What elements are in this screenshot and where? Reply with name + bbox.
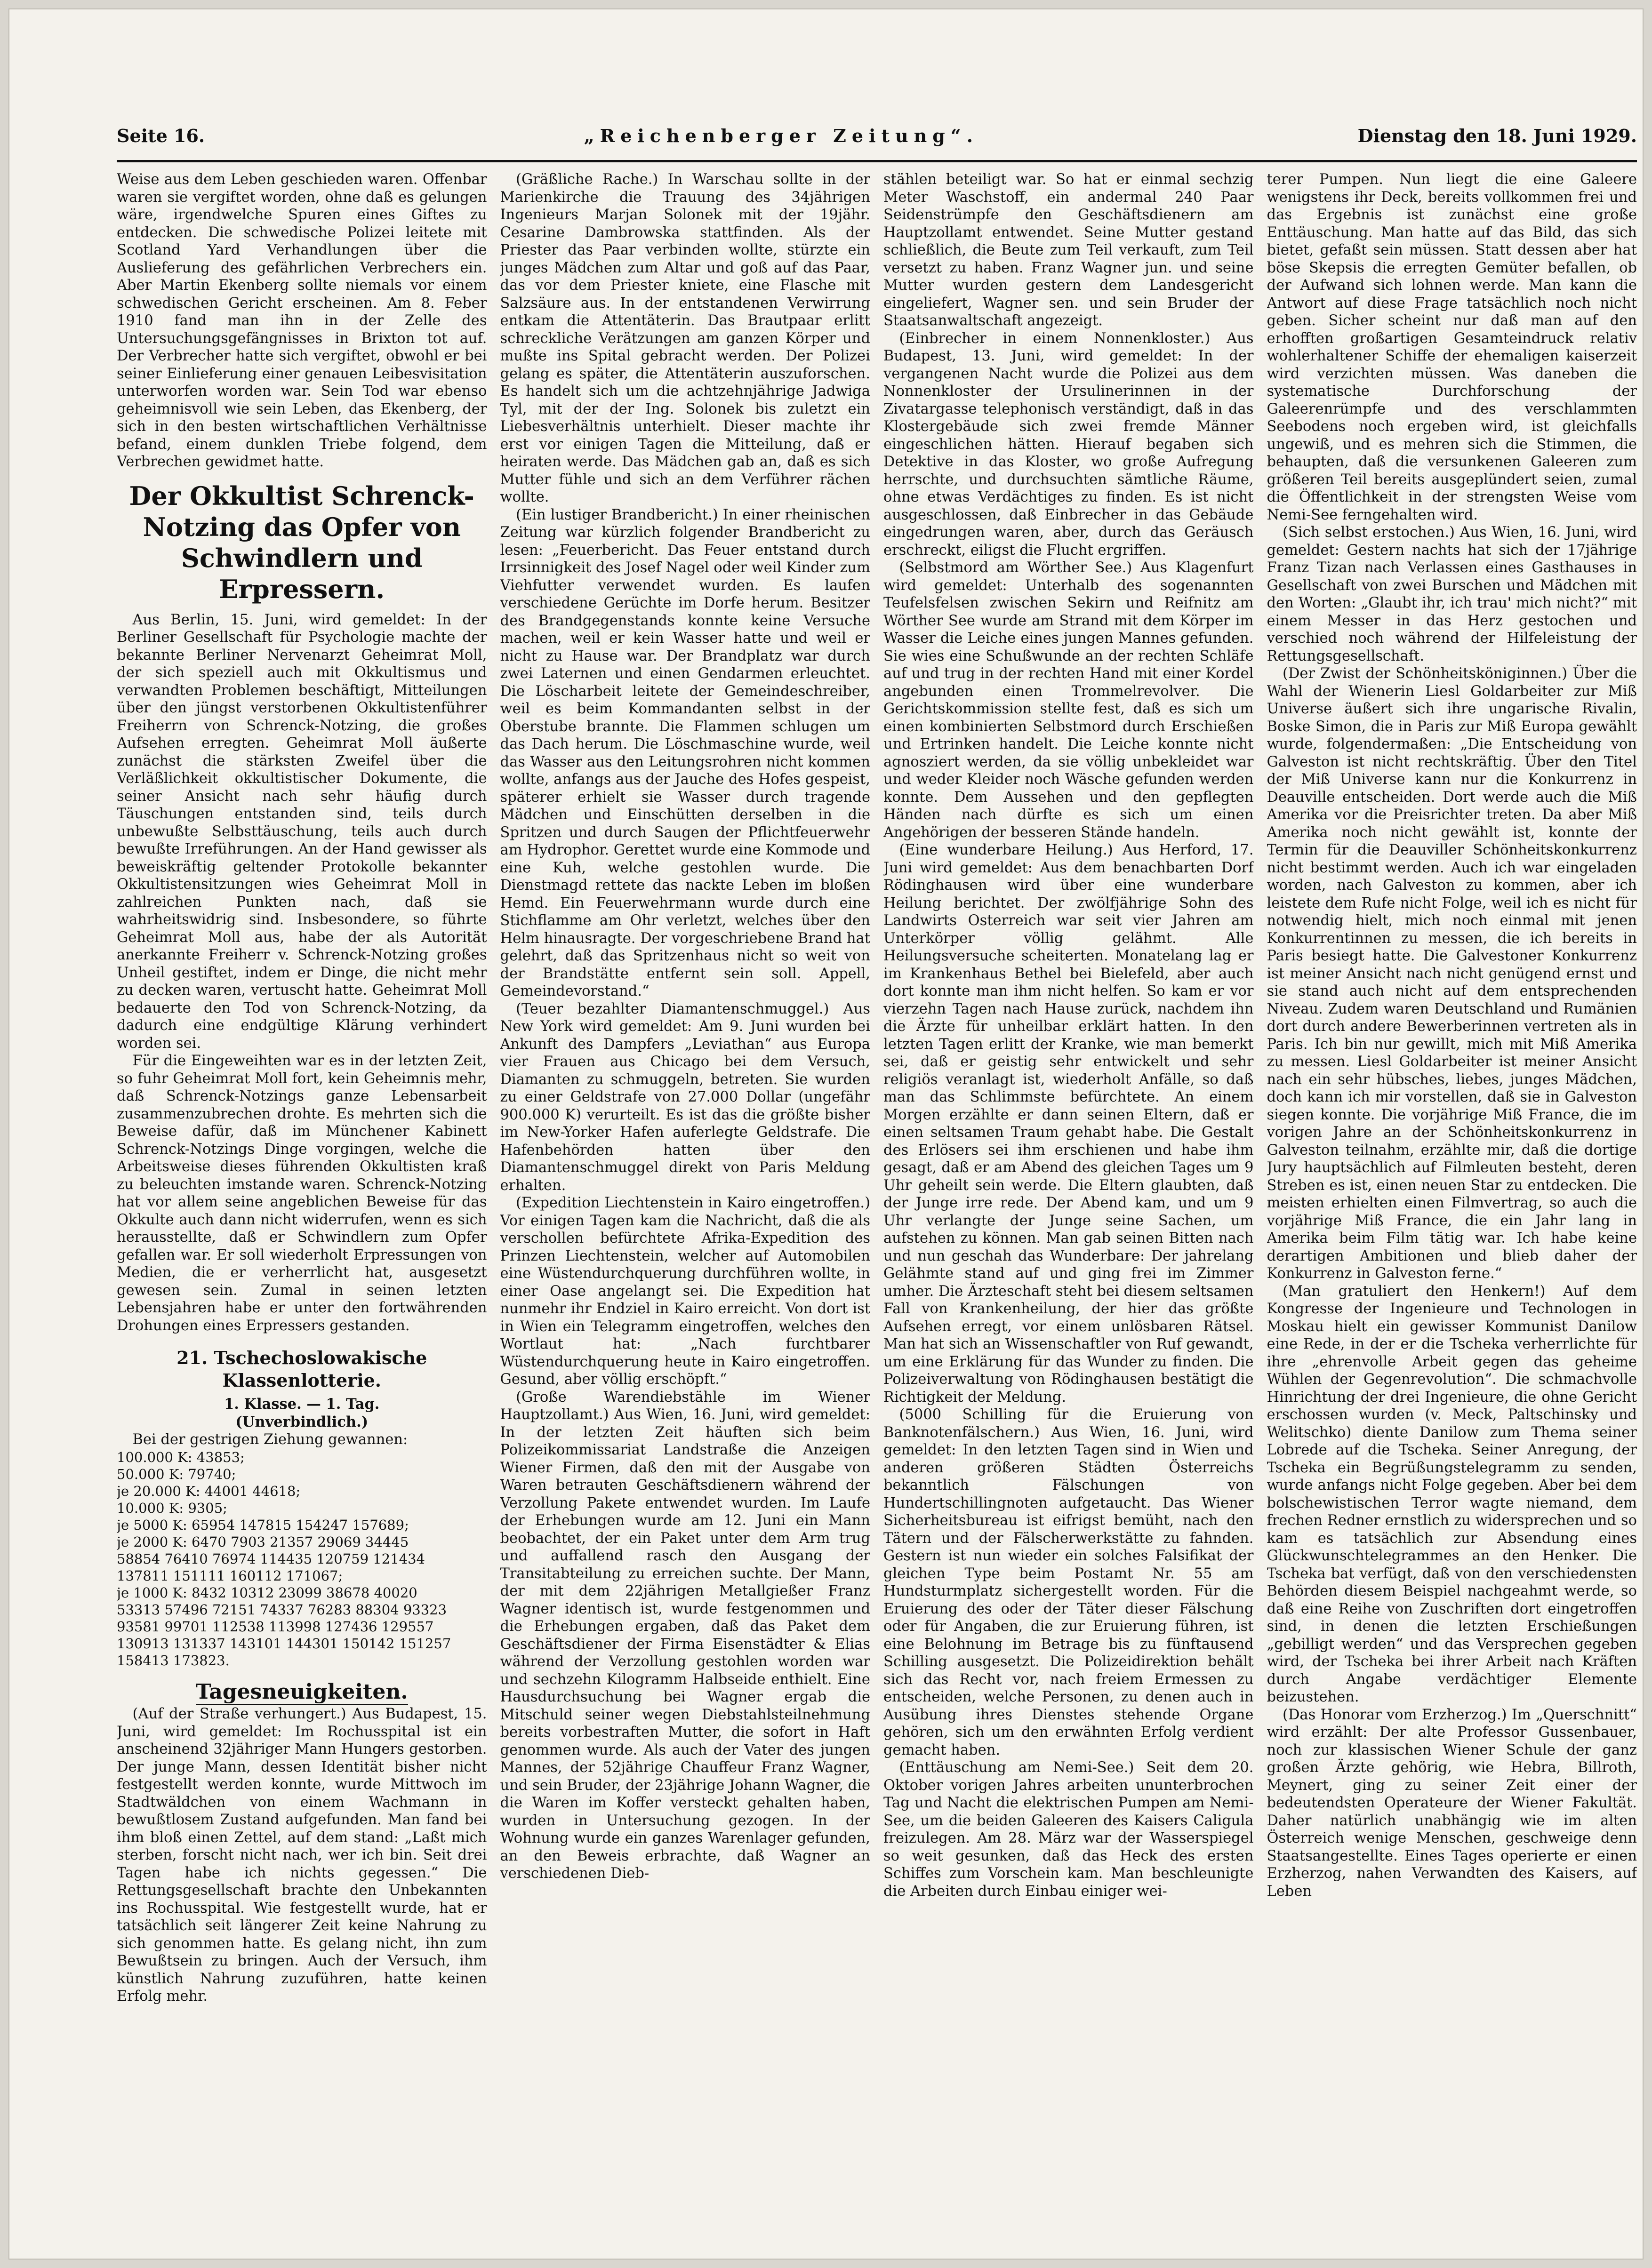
article-nemi-see-cont: terer Pumpen. Nun liegt die eine Galeere wenigstens ihr Deck, bereits vollkommen frei und das Ergebnis ist zunächst eine große Enttäuschung. Man hatte auf das Bild, das sich bietet, gefaßt sein müssen. Statt dessen aber hat böse Skepsis die erregten Gemüter befallen, ob der Aufwand sich lohnen werde. Man kann die Antwort auf diese Frage tatsächlich noch nicht geben. Sicher scheint nur daß man auf den erhofften großartigen Gesamteindruck relativ wohlerhaltener Schiffe der ehemaligen kaiserzeit wird verzichten müssen. Was daneben die systematische Durchforschung der Galeerenrümpfe und des verschlammten Seebodens noch ergeben wird, ist gleichfalls ungewiß, und es mehren sich die Stimmen, die behaupten, daß die versunkenen Galeeren zum größeren Teil bereits ausgeplündert seien, zumal die Öffentlichkeit in der strengsten Weise vom Nemi-See ferngehalten wird.: [1267, 171, 1637, 523]
lottery-title: 21. Tschechoslowakische Klassenlotterie.: [176, 1347, 427, 1391]
article-verhungert: (Auf der Straße verhungert.) Aus Budapest, 15. Juni, wird gemeldet: Im Rochusspital ist ein anscheinend 32jähriger Mann Hungers gestorben. Der junge Mann, dessen Identität bisher nicht festgestellt werden konnte, wurde Mittwoch im Stadtwäldchen von einem Wachmann in bewußtlosem Zustand aufgefunden. Man fand bei ihm bloß einen Zettel, auf dem stand: „Laßt mich sterben, forscht nicht nach, wer ich bin. Seit drei Tagen habe ich nichts gegessen.“ Die Rettungsgesellschaft brachte den Unbekannten ins Rochusspital. Wie festgestellt wurde, hat er tatsächlich seit längerer Zeit keine Nahrung zu sich genommen hatte. Es gelang nicht, ihn zum Bewußtsein zu bringen. Auch der Versuch, ihm künstlich Nahrung zuzuführen, hatte keinen Erfolg mehr.: [117, 1706, 487, 2004]
page-header: [117, 117, 1637, 154]
article-selbst-erstochen: (Sich selbst erstochen.) Aus Wien, 16. Juni, wird gemeldet: Gestern nachts hat sich der 17jährige Franz Tizan nach Verlassen eines Gasthauses in Gesellschaft von zwei Burschen und Mädchen mit den Worten: „Glaubt ihr, ich trau' mich nicht?“ mit einem Messer in das Herz gestochen und verschied noch während der Hilfeleistung der Rettungsgesellschaft.: [1267, 524, 1637, 664]
article-warendiebstaehle: (Große Warendiebstähle im Wiener Hauptzollamt.) Aus Wien, 16. Juni, wird gemeldet: In der letzten Zeit häuften sich beim Polizeikommissariat Landstraße die Anzeigen Wiener Firmen, daß den mit der Ausgabe von Waren betrauten Geschäftsdienern während der Verzollung Pakete entwendet wurden. Im Laufe der Erhebungen wurde am 12. Juni ein Mann beobachtet, der ein Paket unter dem Arm trug und auffallend rasch den Ausgang der Transitabteilung zu erreichen suchte. Der Mann, der mit dem 22jährigen Metallgießer Franz Wagner identisch ist, wurde festgenommen und die Erhebungen ergaben, daß das Paket dem Geschäftsdiener der Firma Eisenstädter & Elias während der Verzollung gestohlen worden war und sechzehn Kilogramm Halbseide enthielt. Eine Hausdurchsuchung bei Wagner ergab die Mitschuld seiner wegen Diebstahlsteilnehmung bereits vorbestraften Mutter, die sofort in Haft genommen wurde. Als auch der Vater des jungen Mannes, der 52jährige Chauffeur Franz Wagner, und sein Bruder, der 23jährige Johann Wagner, die die Waren im Koffer versteckt gehalten haben, wurden in Untersuchung gezogen. In der Wohnung wurde ein ganzes Warenlager gefunden, an den Beweis erbrachte, daß Wagner an verschiedenen Dieb-: [500, 1389, 870, 1882]
headline-schrenck-notzing: Der Okkultist Schrenck-Notzing das Opfer von Schwindlern und Erpressern.: [129, 480, 474, 604]
article-brandbericht: (Ein lustiger Brandbericht.) In einer rheinischen Zeitung war kürzlich folgender Brandbericht zu lesen: „Feuerbericht. Das Feuer entstand durch Irrsinnigkeit des Josef Nagel oder weil Kinder zum Viehfutter verwendet wurden. Es laufen verschiedene Gerüchte im Dorfe herum. Besitzer des Brandgegenstands konnte keine Versuche machen, weil er kein Wasser hatte und weil er nicht zu Hause war. Der Brandplatz war durch zwei Laternen und einen Gendarmen erleuchtet. Die Löscharbeit leitete der Gemeindeschreiber, weil es beim Kommandanten selbst in der Oberstube brannte. Die Flammen schlugen um das Dach herum. Die Löschmaschine wurde, weil das Wasser aus den Leitungsrohren nicht kommen wollte, anfangs aus der Jauche des Hofes gespeist, späterer erhielt sie Wasser durch tragende Mädchen und Einschütten derselben in die Spritzen und durch Saugen der Pflichtfeuerwehr am Hydrophor. Gerettet wurde eine Kommode und eine Kuh, welche gestohlen wurde. Die Dienstmagd rettete das nackte Leben im bloßen Hemd. Ein Feuerwehrmann wurde durch eine Stichflamme am Ohr verletzt, welches über den Helm hinausragte. Der vorgeschriebene Brand hat gelehrt, daß das Spritzenhaus nicht so weit von der Brandstätte entfernt sein soll. Appell, Gemeindevorstand.“: [500, 506, 870, 999]
section-title-tagesneuigkeiten: [117, 1679, 487, 1704]
article-expedition-liechtenstein: (Expedition Liechtenstein in Kairo eingetroffen.) Vor einigen Tagen kam die Nachricht, daß die als verschollen befürchtete Afrika-Expedition des Prinzen Liechtenstein, welcher auf Automobilen eine Wüstendurchquerung durchführen wollte, in einer Oase angelangt sei. Die Expedition hat nunmehr ihr Endziel in Kairo erreicht. Von dort ist in Wien ein Telegramm eingetroffen, welches den Wortlaut hat: „Nach furchtbarer Wüstendurchquerung heute in Kairo eingetroffen. Gesund, aber völlig erschöpft.“: [500, 1195, 870, 1388]
column-2: [500, 171, 871, 2222]
lottery-note: (Unverbindlich.): [235, 1413, 369, 1430]
column-1: [117, 171, 487, 2222]
newspaper-page: [8, 8, 1644, 2260]
article-schrenck-notzing-1: Aus Berlin, 15. Juni, wird gemeldet: In der Berliner Gesellschaft für Psychologie machte der bekannte Berliner Nervenarzt Geheimrat Moll, der sich speziell auch mit Okkultismus und verwandten Problemen beschäftigt, Mitteilungen über den jüngst verstorbenen Okkultistenführer Freiherrn von Schrenck-Notzing, die großes Aufsehen erregten. Geheimrat Moll äußerte zunächst die stärksten Zweifel über die Verläßlichkeit okkultistischer Dokumente, die seiner Ansicht nach sehr häufig durch Täuschungen entstanden sind, teils durch unbewußte Selbsttäuschung, teils auch durch bewußte Irreführungen. An der Hand gewisser als beweiskräftig geltender Protokolle bekannter Okkultistensitzungen wies Geheimrat Moll in zahlreichen Punkten nach, daß sie wahrheitswidrig sind. Insbesondere, so führte Geheimrat Moll aus, habe der als Autorität anerkannte Freiherr v. Schrenck-Notzing großes Unheil gestiftet, indem er Dinge, die nicht mehr zu decken waren, vertuscht hatte. Geheimrat Moll bedauerte den Tod von Schrenck-Notzing, da dadurch eine endgültige Klärung verhindert worden sei.: [117, 611, 487, 1052]
article-diamantenschmuggel: (Teuer bezahlter Diamantenschmuggel.) Aus New York wird gemeldet: Am 9. Juni wurden bei Ankunft des Dampfers „Leviathan“ aus Europa vier Frauen aus Chicago bei dem Versuch, Diamanten zu schmuggeln, betreten. Sie wurden zu einer Geldstrafe von 27.000 Dollar (ungefähr 900.000 K) verurteilt. Es ist das die größte bisher im New-Yorker Hafen auferlegte Geldstrafe. Die Hafenbehörden hatten über den Diamantenschmuggel direkt von Paris Meldung erhalten.: [500, 1000, 870, 1194]
article-warendiebstaehle-cont: stählen beteiligt war. So hat er einmal sechzig Meter Waschstoff, ein andermal 240 Paar Seidenstrümpfe den Geschäftsdienern am Hauptzollamt entwendet. Seine Mutter gestand schließlich, die Beute zum Teil verkauft, zum Teil versetzt zu haben. Franz Wagner jun. und seine Mutter wurden gestern dem Landesgericht eingeliefert, Wagner sen. und sein Bruder der Staatsanwaltschaft angezeigt.: [883, 171, 1254, 329]
issue-date: Dienstag den 18. Juni 1929.: [1357, 125, 1637, 146]
article-honorar-erzherzog: (Das Honorar vom Erzherzog.) Im „Querschnitt“ wird erzählt: Der alte Professor Gussenbauer, noch zur klassischen Wiener Schule der ganz großen Ärzte gehörig, wie Hebra, Billroth, Meynert, ging zu seiner Zeit einer der bedeutendsten Operateure der Wiener Fakultät. Daher natürlich unabhängig wie im alten Österreich wenige Menschen, geschweige denn Staatsangestellte. Eines Tages operierte er einen Erzherzog, nahen Verwandten des Kaisers, auf Leben: [1267, 1706, 1637, 1900]
article-nemi-see: (Enttäuschung am Nemi-See.) Seit dem 20. Oktober vorigen Jahres arbeiten ununterbrochen Tag und Nacht die elektrischen Pumpen am Nemi-See, um die beiden Galeeren des Kaisers Caligula freizulegen. Am 28. März war der Wasserspiegel so weit gesunken, daß das Heck des ersten Schiffes zum Vorschein kam. Man beschleunigte die Arbeiten durch Einbau einiger wei-: [883, 1759, 1254, 1900]
lottery-results: 100.000 K: 43853; 50.000 K: 79740; je 20.000 K: 44001 44618; 10.000 K: 9305; je 5000 K: 65954 147815 154247 157689; je 2000 K: 6470 7903 21357 29069 34445 58854 76410 76974 114435 120759 121434 137811 151111 160112 171067; je 1000 K: 8432 10312 23099 38678 40020 53313 57496 72151 74337 76283 88304 93323 93581 99701 112538 113998 127436 129557 130913 131337 143101 144301 150142 151257 158413 173823.: [117, 1449, 451, 1669]
header-rule: [117, 160, 1637, 162]
article-ekenberg-end: Weise aus dem Leben geschieden waren. Offenbar waren sie vergiftet worden, ohne daß es gelungen wäre, irgendwelche Spuren eines Giftes zu entdecken. Die schwedische Polizei leitete mit Scotland Yard Verhandlungen über die Auslieferung des gefährlichen Verbrechers ein. Aber Martin Ekenberg sollte niemals vor einem schwedischen Gericht erscheinen. Am 8. Feber 1910 fand man ihn in der Zelle des Untersuchungsgefängnisses in Brixton tot auf. Der Verbrecher hatte sich vergiftet, obwohl er bei seiner Einlieferung einer genauen Leibesvisitation unterworfen worden war. Sein Tod war ebenso geheimnisvoll wie sein Leben, das Ekenberg, der sich in den besten wirtschaftlichen Verhältnisse befand, einem dunklen Triebe folgend, dem Verbrechen gewidmet hatte.: [117, 171, 487, 470]
newspaper-title: „Reichenberger Zeitung“.: [584, 125, 978, 146]
article-wunderbare-heilung: (Eine wunderbare Heilung.) Aus Herford, 17. Juni wird gemeldet: Aus dem benachbarten Dorf Rödinghausen wird über eine wunderbare Heilung berichtet. Der zwölfjährige Sohn des Landwirts Osterreich war seit vier Jahren am Unterkörper völlig gelähmt. Alle Heilungsversuche scheiterten. Monatelang lag er im Krankenhaus Bethel bei Bielefeld, aber auch dort konnte man ihm nicht helfen. So kam er vor vierzehn Tagen nach Hause zurück, nachdem ihn die Ärzte für unheilbar erklärt hatten. In den letzten Tagen erlitt der Kranke, wie man bemerkt sei, daß er geistig sehr entwickelt und sehr religiös veranlagt ist, wiederholt Anfälle, so daß man das Schlimmste befürchtete. An einem Morgen erzählte er dann seinen Eltern, daß er einen seltsamen Traum gehabt habe. Die Gestalt des Erlösers sei ihm erschienen und habe ihm gesagt, daß er am Abend des gleichen Tages um 9 Uhr geheilt sein werde. Die Eltern glaubten, daß der Junge irre rede. Der Abend kam, und um 9 Uhr verlangte der Junge seine Sachen, um aufstehen zu können. Man gab seinen Bitten nach und nun geschah das Wunderbare: Der jahrelang Gelähmte stand auf und ging frei im Zimmer umher. Die Ärzteschaft steht bei diesem seltsamen Fall von Krankenheilung, der hier das größte Aufsehen erregt, vor einem unlösbaren Rätsel. Man hat sich an Wissenschaftler von Ruf gewandt, um eine Erklärung für das Wunder zu finden. Die Polizeiverwaltung von Rödinghausen bestätigt die Richtigkeit der Meldung.: [883, 842, 1254, 1406]
section-title-text: Tagesneuigkeiten.: [196, 1680, 408, 1705]
lottery-intro: Bei der gestrigen Ziehung gewannen:: [132, 1431, 408, 1448]
article-banknotenfaelscher: (5000 Schilling für die Eruierung von Banknotenfälschern.) Aus Wien, 16. Juni, wird gemeldet: In den letzten Tagen sind in Wien und anderen größeren Städten Österreichs bekanntlich Fälschungen von Hundertschillingnoten aufgetaucht. Das Wiener Sicherheitsbureau ist eifrigst bemüht, nach den Tätern und der Fälscherwerkstätte zu fahnden. Gestern ist nun wieder ein solches Falsifikat der gleichen Type beim Postamt Nr. 55 am Hundsturmplatz sichergestellt worden. Für die Eruierung des oder der Täter dieser Fälschung oder für Angaben, die zur Eruierung führen, ist eine Belohnung im Betrage bis zu fünftausend Schilling ausgesetzt. Die Polizeidirektion behält sich das Recht vor, nach freiem Ermessen zu entscheiden, welche Personen, zu denen auch in Ausübung ihres Dienstes stehende Organe gehören, sich um den erwähnten Erfolg verdient gemacht haben.: [883, 1406, 1254, 1758]
column-3: [883, 171, 1254, 2222]
article-schoenheitskoeniginnen: (Der Zwist der Schönheitsköniginnen.) Über die Wahl der Wienerin Liesl Goldarbeiter zur Miß Universe äußert sich ihre ungarische Rivalin, Boske Simon, die in Paris zur Miß Europa gewählt wurde, folgendermaßen: „Die Entscheidung von Galveston ist nicht rechtskräftig. Über den Titel der Miß Universe kann nur die Konkurrenz in Deauville entscheiden. Dort werde auch die Miß Amerika vor die Preisrichter treten. Da aber Miß Amerika noch nicht gewählt ist, konnte der Termin für die Deauviller Schönheitskonkurrenz nicht bestimmt werden. Auch ich war eingeladen worden, nach Galveston zu kommen, aber ich leistete dem Rufe nicht Folge, weil ich es nicht für notwendig hielt, mich noch einmal mit jenen Konkurrentinnen zu messen, die ich bereits in Paris besiegt hatte. Die Galvestoner Konkurrenz ist meiner Ansicht nach nicht genügend ernst und sie stand auch nicht auf dem entsprechenden Niveau. Zudem waren Deutschland und Rumänien dort durch andere Bewerberinnen vertreten als in Paris. Ich bin nur gewillt, mich mit Miß Amerika zu messen. Liesl Goldarbeiter ist meiner Ansicht nach ein sehr hübsches, liebes, junges Mädchen, doch kann ich mir vorstellen, daß sie in Galveston siegen konnte. Die vorjährige Miß France, die im vorigen Jahre an der Schönheitskonkurrenz in Galveston teilnahm, erzählte mir, daß die dortige Jury hauptsächlich auf Filmleuten besteht, deren Streben es ist, einen neuen Star zu entdecken. Die meisten erhielten einen Filmvertrag, so auch die vorjährige Miß France, die ein Jahr lang in Amerika beim Film tätig war. Ich habe keine derartigen Ambitionen und blieb daher der Konkurrenz in Galveston ferne.“: [1267, 665, 1637, 1282]
lottery-class: 1. Klasse. — 1. Tag.: [224, 1396, 380, 1413]
article-nonnenkloster: (Einbrecher in einem Nonnenkloster.) Aus Budapest, 13. Juni, wird gemeldet: In der vergangenen Nacht wurde die Polizei aus dem Nonnenkloster der Ursulinerinnen in der Zivatargasse telephonisch verständigt, daß in das Klostergebäude sich zwei fremde Männer eingeschlichen hätten. Hierauf begaben sich Detektive in das Kloster, wo große Aufregung herrschte, und durchsuchten sämtliche Räume, ohne etwas Verdächtiges zu finden. Es ist nicht ausgeschlossen, daß Einbrecher in das Gebäude eingedrungen waren, aber, durch das Geräusch erschreckt, eiligst die Flucht ergriffen.: [883, 330, 1254, 559]
article-selbstmord-woerthersee: (Selbstmord am Wörther See.) Aus Klagenfurt wird gemeldet: Unterhalb des sogenannten Teufelsfelsen zwischen Sekirn und Reifnitz am Wörther See wurde am Strand mit dem Körper im Wasser die Leiche eines jungen Mannes gefunden. Sie wies eine Schußwunde an der rechten Schläfe auf und trug in der rechten Hand mit einer Kordel angebunden einen Trommelrevolver. Die Gerichtskommission stellte fest, daß es sich um einen kombinierten Selbstmord durch Erschießen und Ertrinken handelt. Die Leiche konnte nicht agnosziert werden, da sie völlig unbekleidet war und weder Kleider noch Wäsche gefunden werden konnte. Dem Aussehen und den gepflegten Händen nach dürfte es sich um einen Angehörigen der besseren Stände handeln.: [883, 559, 1254, 841]
column-4: [1267, 171, 1637, 2222]
article-schrenck-notzing-2: Für die Eingeweihten war es in der letzten Zeit, so fuhr Geheimrat Moll fort, kein Geheimnis mehr, daß Schrenck-Notzings ganze Lebensarbeit zusammenzubrechen drohte. Es mehrten sich die Beweise dafür, daß im Münchener Kabinett Schrenck-Notzings Dinge vorgingen, welche die Arbeitsweise dieses führenden Okkultisten kraß zu beleuchten imstande waren. Schrenck-Notzing hat vor allem seine angeblichen Beweise für das Okkulte auch dann nicht widerrufen, wenn es sich herausstellte, daß er Schwindlern zum Opfer gefallen war. Er soll wiederholt Erpressungen von Medien, die er verherrlicht hat, ausgesetzt gewesen sein. Zumal in seinen letzten Lebensjahren habe er unter den fortwährenden Drohungen eines Erpressers gestanden.: [117, 1053, 487, 1334]
article-graessliche-rache: (Gräßliche Rache.) In Warschau sollte in der Marienkirche die Trauung des 34jährigen Ingenieurs Marjan Solonek mit der 19jähr. Cesarine Dambrowska stattfinden. Als der Priester das Paar verbinden wollte, stürzte ein junges Mädchen zum Altar und goß auf das Paar, das vor dem Priester kniete, eine Flasche mit Salzsäure aus. In der entstandenen Verwirrung entkam die Attentäterin. Das Brautpaar erlitt schreckliche Verätzungen am ganzen Körper und mußte ins Spital gebracht werden. Der Polizei gelang es später, die Attentäterin auszuforschen. Es handelt sich um die achtzehnjährige Jadwiga Tyl, mit der der Ing. Solonek bis zuletzt ein Liebesverhältnis unterhielt. Dieser machte ihr erst vor einigen Tagen die Mitteilung, daß er heiraten werde. Das Mädchen gab an, daß es sich Mutter fühle und sich an dem Verführer rächen wollte.: [500, 171, 870, 505]
page-number: Seite 16.: [117, 125, 205, 146]
columns: [117, 171, 1637, 2222]
article-henker: (Man gratuliert den Henkern!) Auf dem Kongresse der Ingenieure und Technologen in Moskau hielt ein gewisser Kommunist Danilow eine Rede, in der er die Tscheka verherrlichte für ihre „ehrenvolle Arbeit gegen das geheime Wühlen der Gegenrevolution“. Die schmachvolle Hinrichtung der drei Ingenieure, die ohne Gericht erschossen wurden (v. Meck, Paltschinsky und Welitschko) diente Danilow zum Thema seiner Lobrede auf die Tscheka. Seiner Anregung, der Tscheka ein Begrüßungstelegramm zu senden, wurde anfangs nicht Folge gegeben. Aber bei dem bolschewistischen Terror wagte niemand, dem frechen Redner ernstlich zu widersprechen und so kam es tatsächlich zur Absendung eines Glückwunschtelegrammes an den Henker. Die Tscheka bat verfügt, daß von den verschiedensten Behörden diesem Beispiel nachgeahmt werde, so daß eine Reihe von Zuschriften dort eingetroffen sind, in denen die letzten Erschießungen „gebilligt werden“ und das Versprechen gegeben wird, der Tscheka bei ihrer Arbeit nach Kräften durch Angabe verdächtiger Elemente beizustehen.: [1267, 1283, 1637, 1705]
